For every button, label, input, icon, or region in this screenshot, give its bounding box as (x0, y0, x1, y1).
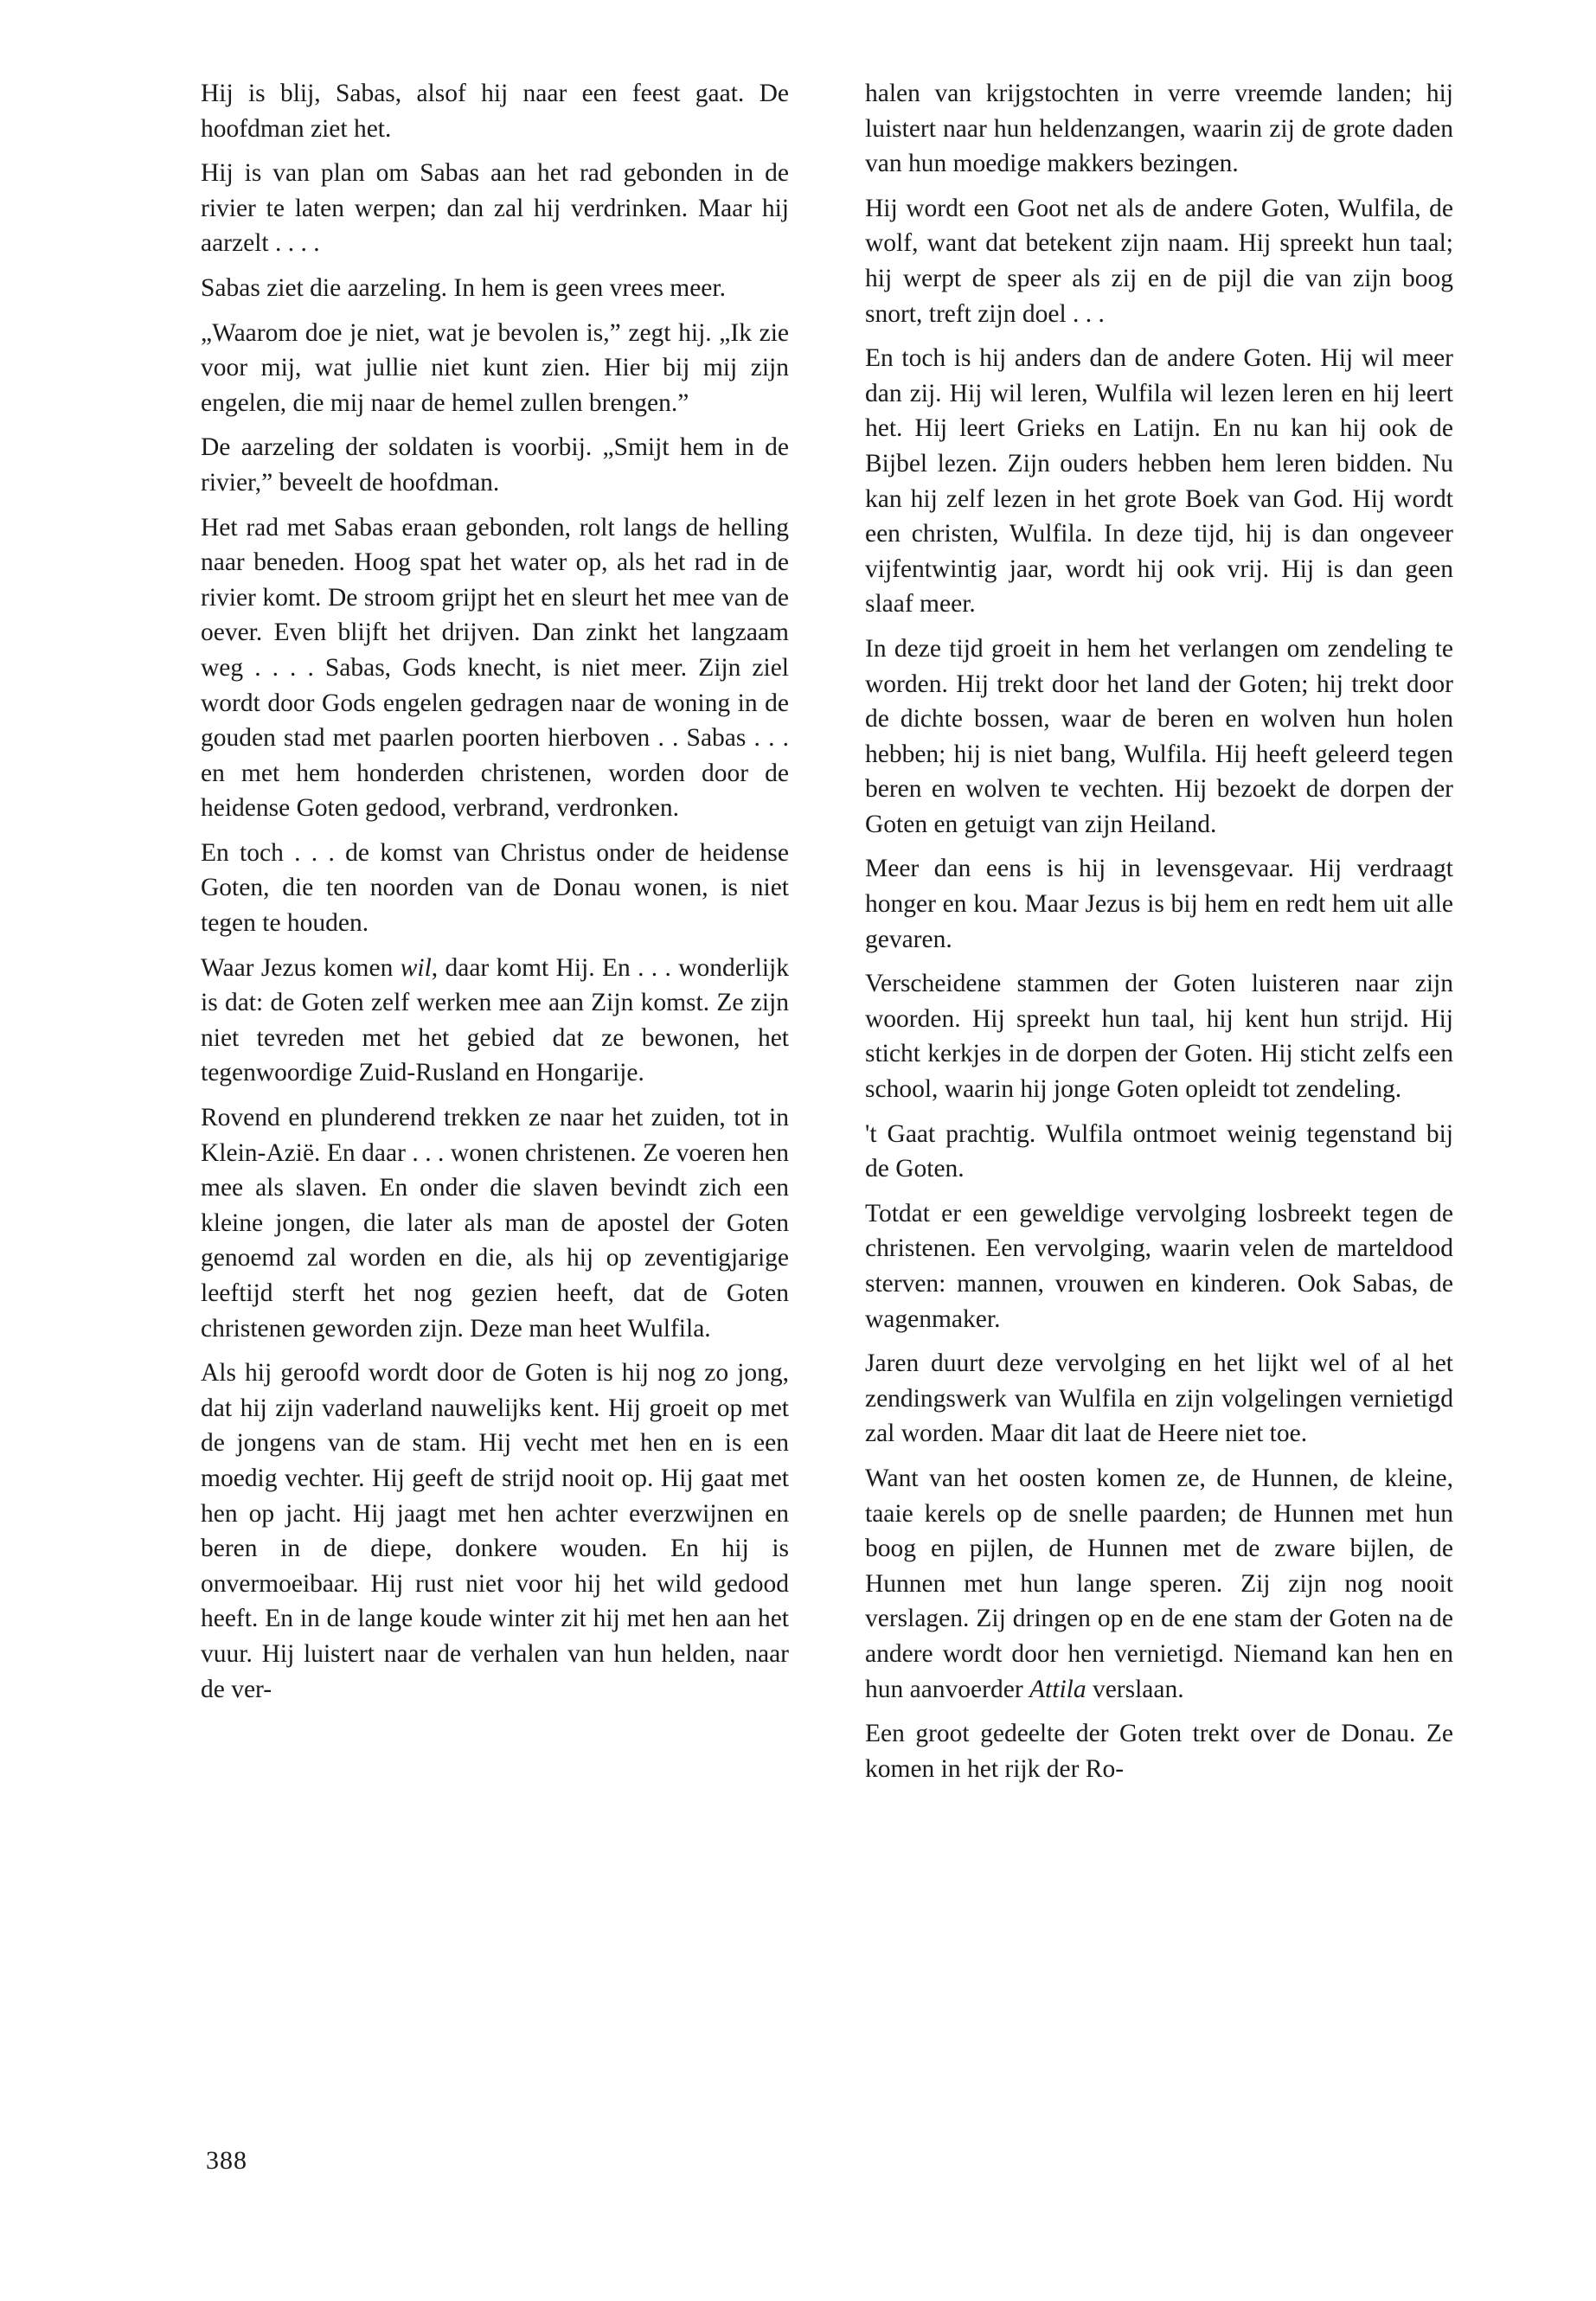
paragraph: halen van krijgstochten in verre vreemde landen; hij luistert naar hun heldenzangen, waarin zij de grote daden van hun moedige makkers bezingen. (865, 80, 1453, 178)
paragraph: Sabas ziet die aarzeling. In hem is geen vrees meer. (201, 273, 726, 302)
paragraph: Het rad met Sabas eraan gebonden, rolt langs de helling naar beneden. Hoog spat het water op, als het rad in de rivier komt. De stroom grijpt het en sleurt het mee van de oever. Even blijft het drijven. Dan zinkt het langzaam weg . . . . Sabas, Gods knecht, is niet meer. Zijn ziel wordt door Gods engelen gedragen naar de woning in de gouden stad met paarlen poorten hierboven . . Sabas . . . en met hem honderden christenen, worden door de heidense Goten gedood, verbrand, verdronken. (201, 513, 789, 823)
paragraph: 't Gaat prachtig. Wulfila ontmoet weinig tegenstand bij de Goten. (865, 1119, 1453, 1183)
text-run: Waar Jezus komen (201, 953, 394, 982)
emphasis-text: wil (400, 953, 432, 982)
paragraph: In deze tijd groeit in hem het verlangen om zendeling te worden. Hij trekt door het land der Goten; hij trekt door de dichte bossen, waar de beren en wolven hun holen hebben; hij is niet bang, Wulfila. Hij heeft geleerd tegen beren en wolven te vechten. Hij bezoekt de dorpen der Goten en getuigt van zijn Heiland. (865, 634, 1453, 838)
paragraph: Als hij geroofd wordt door de Goten is hij nog zo jong, dat hij zijn vaderland nauwelijks kent. Hij groeit op met de jongens van de stam. Hij vecht met hen en is een moedig vechter. Hij geeft de strijd nooit op. Hij gaat met hen op jacht. Hij jaagt met hen achter everzwijnen en beren in de diepe, donkere wouden. En hij is onvermoeibaar. Hij rust niet voor hij het wild gedood heeft. En in de lange koude winter zit hij met hen aan het vuur. Hij luistert naar de verhalen van hun helden, naar de ver- (201, 1359, 789, 1703)
text-run: Want van het oosten komen ze, de Hunnen, de kleine, taaie kerels op de snelle paarden; de Hunnen met hun boog en pijlen, de Hunnen met de zware bijlen, de Hunnen met hun lange speren. Zij zijn nog nooit verslagen. Zij dringen op en de ene stam der Goten na de andere wordt door hen vernietigd. Niemand kan hen en hun aanvoerder (865, 1464, 1453, 1703)
text-run: verslaan. (1092, 1675, 1184, 1703)
paragraph: Jaren duurt deze vervolging en het lijkt wel of al het zendingswerk van Wulfila en zijn volgelingen vernietigd zal worden. Maar dit laat de Heere niet toe. (865, 1349, 1453, 1448)
paragraph: Hij wordt een Goot net als de andere Goten, Wulfila, de wolf, want dat betekent zijn naam. Hij spreekt hun taal; hij werpt de speer als zij en de pijl die van zijn boog snort, treft zijn doel . . . (865, 194, 1453, 328)
paragraph (201, 951, 789, 1091)
text-run: , daar komt Hij. En . . . wonderlijk is dat: de Goten zelf werken mee aan Zijn komst. Ze zijn niet tevreden met het gebied dat ze bewonen, het tegenwoordige Zuid-Rusland en Hongarije. (201, 953, 790, 1087)
paragraph: En toch is hij anders dan de andere Goten. Hij wil meer dan zij. Hij wil leren, Wulfila wil lezen leren en hij leert het. Hij leert Grieks en Latijn. En nu kan hij ook de Bijbel lezen. Zijn ouders hebben hem leren bidden. Nu kan hij zelf lezen in het grote Boek van God. Hij wordt een christen, Wulfila. In deze tijd, hij is dan ongeveer vijfentwintig jaar, wordt hij ook vrij. Hij is dan geen slaaf meer. (865, 344, 1453, 619)
paragraph: Meer dan eens is hij in levensgevaar. Hij verdraagt honger en kou. Maar Jezus is bij hem en redt hem uit alle gevaren. (865, 855, 1453, 953)
left-text-column (201, 76, 789, 1716)
page-number: 388 (206, 2146, 247, 2175)
paragraph: Rovend en plunderend trekken ze naar het zuiden, tot in Klein-Azië. En daar . . . wonen christenen. Ze voeren hen mee als slaven. En onder die slaven bevindt zich een kleine jongen, die later als man de apostel der Goten genoemd zal worden en die, als hij op zeventigjarige leeftijd sterft het nog gezien heeft, dat de Goten christenen geworden zijn. Deze man heet Wulfila. (201, 1104, 789, 1343)
paragraph: En toch . . . de komst van Christus onder de heidense Goten, die ten noorden van de Donau wonen, is niet tegen te houden. (201, 838, 789, 938)
paragraph: Een groot gedeelte der Goten trekt over de Donau. Ze komen in het rijk der Ro- (865, 1720, 1453, 1783)
paragraph: Hij is van plan om Sabas aan het rad gebonden in de rivier te laten werpen; dan zal hij verdrinken. Maar hij aarzelt . . . . (201, 159, 789, 258)
paragraph: „Waarom doe je niet, wat je bevolen is,” zegt hij. „Ik zie voor mij, wat jullie niet kunt zien. Hier bij mij zijn engelen, die mij naar de hemel zullen brengen.” (201, 318, 789, 417)
paragraph: Verscheidene stammen der Goten luisteren naar zijn woorden. Hij spreekt hun taal, hij kent hun strijd. Hij sticht kerkjes in de dorpen der Goten. Hij sticht zelfs een school, waarin hij jonge Goten opleidt tot zendeling. (865, 970, 1453, 1104)
paragraph (865, 1461, 1453, 1707)
right-text-column (865, 76, 1453, 1796)
emphasis-text: Attila (1029, 1675, 1086, 1703)
paragraph: Hij is blij, Sabas, alsof hij naar een feest gaat. De hoofdman ziet het. (201, 80, 789, 143)
paragraph: De aarzeling der soldaten is voorbij. „Smijt hem in de rivier,” beveelt de hoofdman. (201, 433, 789, 497)
paragraph: Totdat er een geweldige vervolging losbreekt tegen de christenen. Een vervolging, waarin velen de marteldood sterven: mannen, vrouwen en kinderen. Ook Sabas, de wagenmaker. (865, 1199, 1453, 1333)
